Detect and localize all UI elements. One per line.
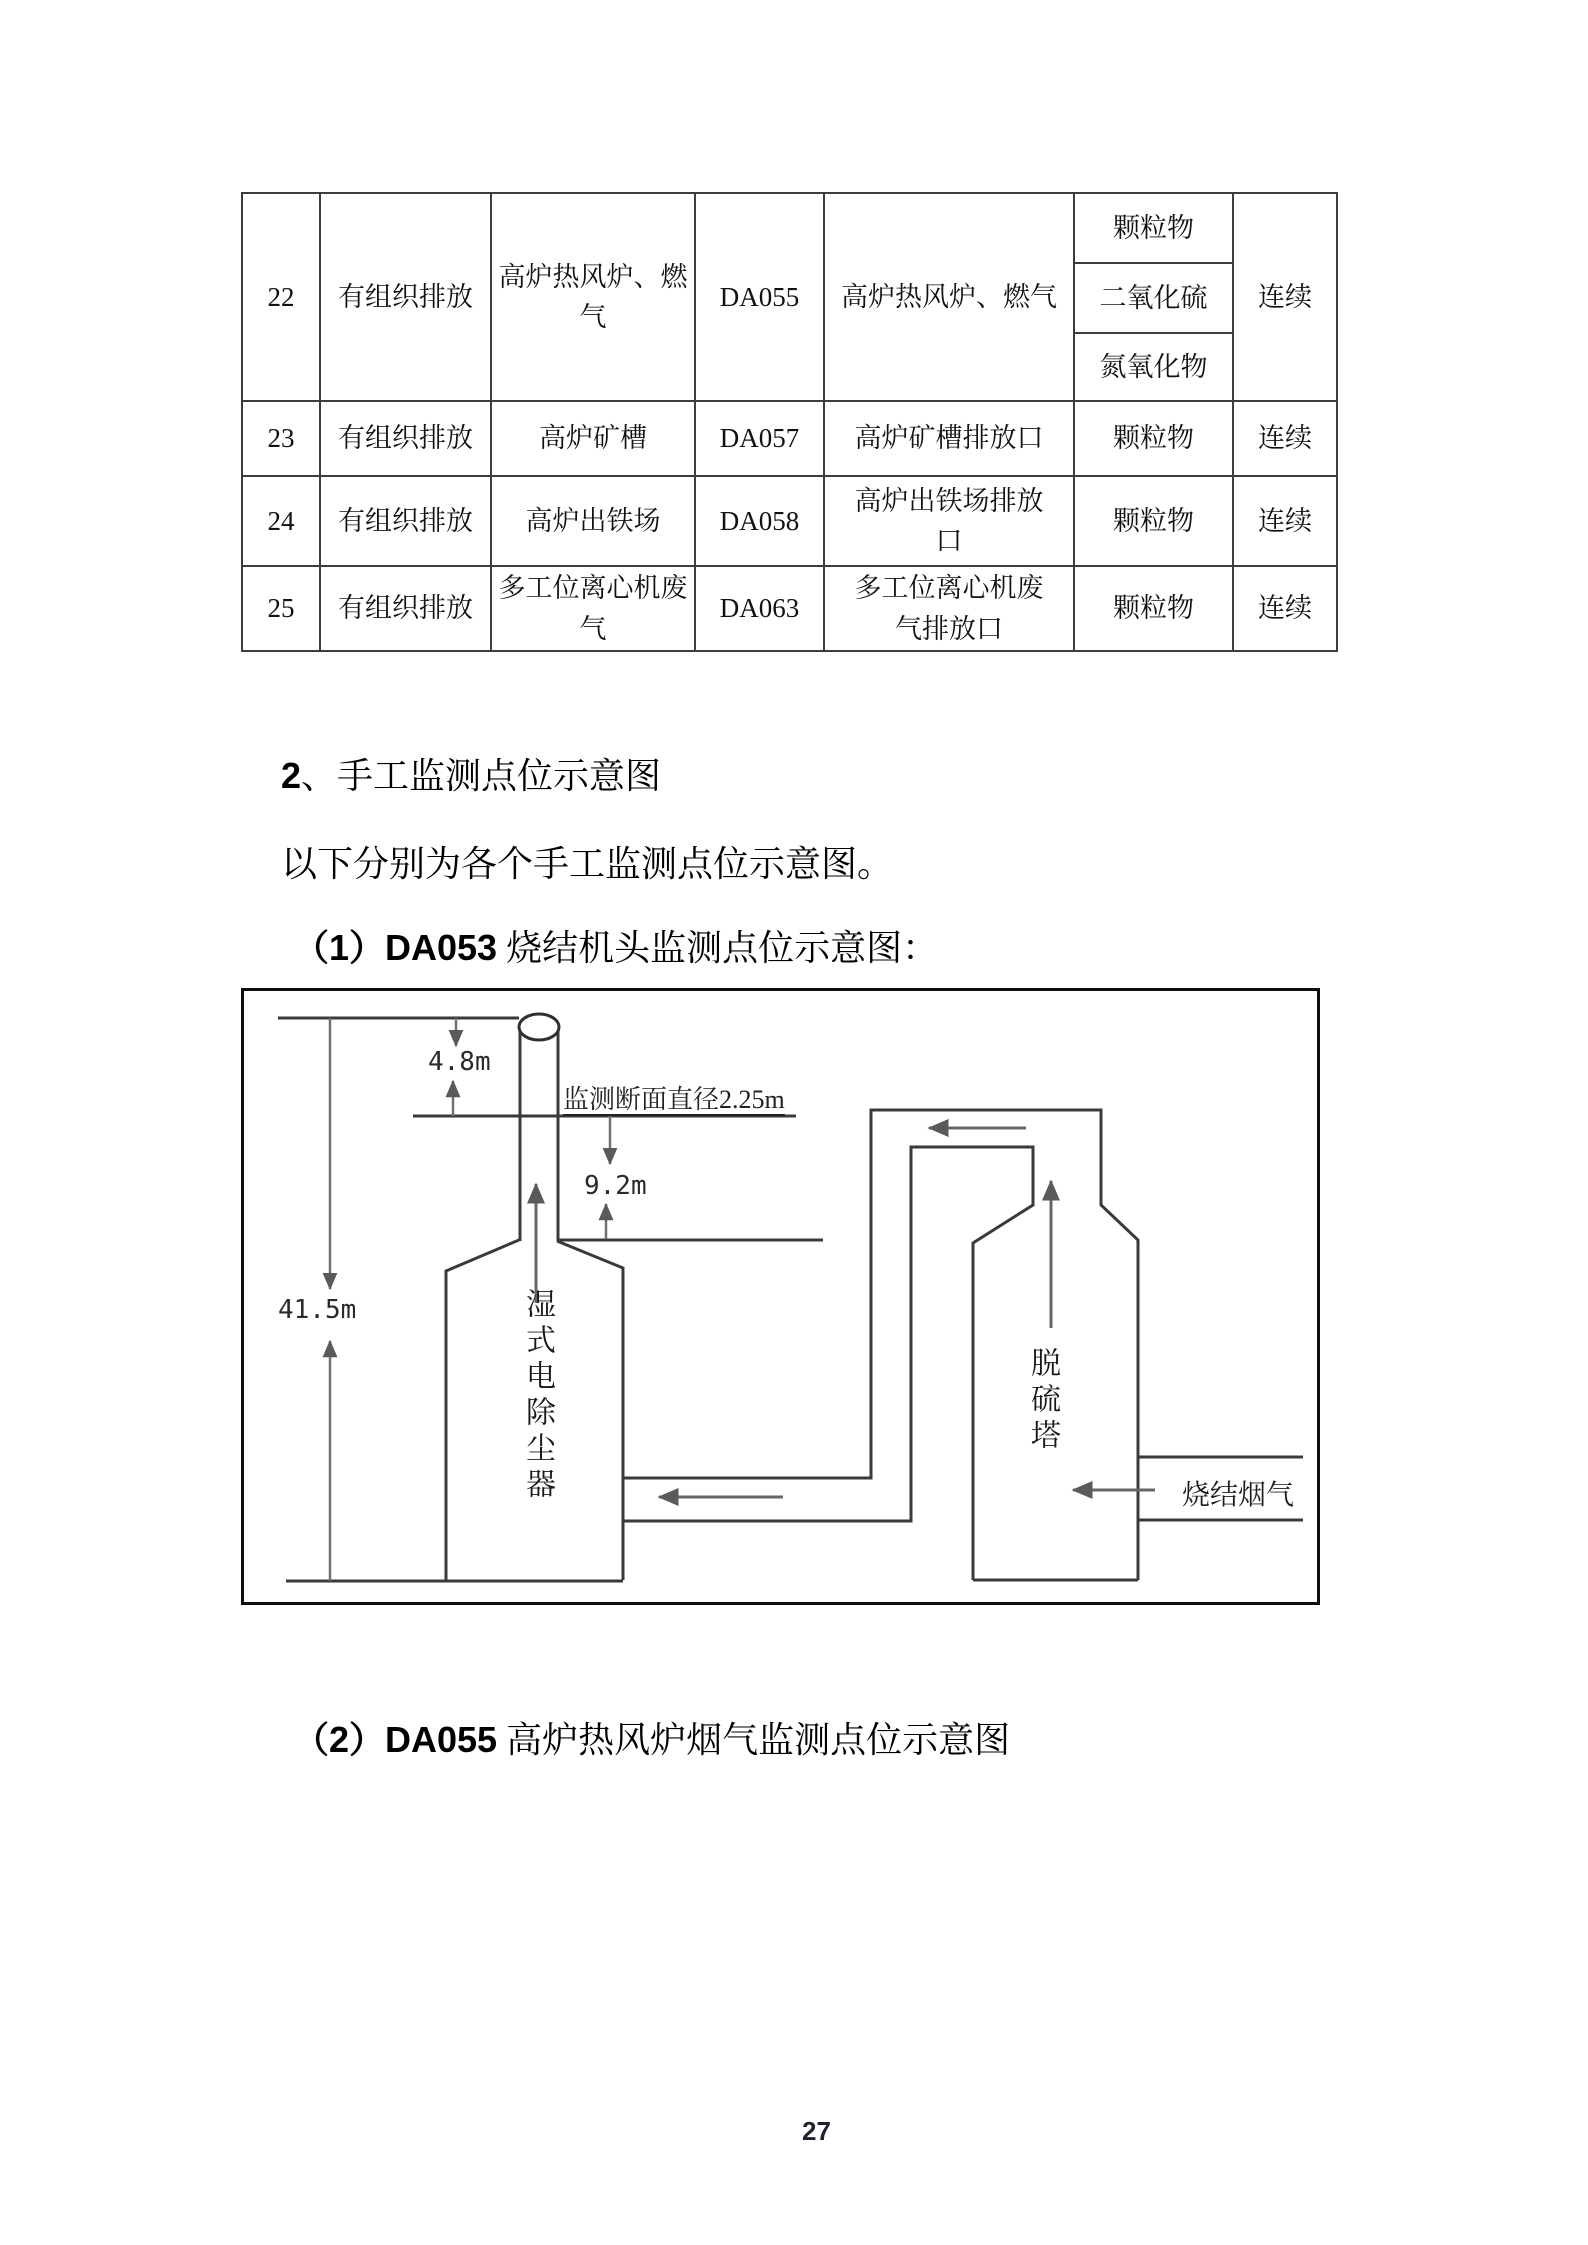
item2-number: （2）DA055 [293, 1719, 498, 1760]
cell-pollutant: 颗粒物 [1074, 476, 1233, 566]
cell-facility-text: 高炉热风炉、燃气 [498, 261, 688, 332]
dim-4-8m-label: 4.8m [428, 1047, 491, 1077]
monitoring-table [241, 192, 1338, 652]
item1-heading [293, 920, 938, 971]
cell-no: 24 [242, 476, 320, 566]
section-heading [281, 748, 661, 799]
section-heading-number: 2 [281, 755, 302, 796]
duct-inner-contour [623, 1147, 1033, 1580]
item1-number: （1）DA053 [293, 927, 498, 968]
cell-mode: 有组织排放 [320, 401, 491, 476]
cell-facility [491, 401, 695, 476]
cell-frequency: 连续 [1233, 476, 1337, 566]
cell-pollutant: 氮氧化物 [1074, 333, 1233, 401]
table-row [242, 193, 1337, 263]
cell-facility-text: 高炉出铁场 [525, 505, 661, 536]
cell-pollutant: 颗粒物 [1074, 566, 1233, 651]
cell-facility [491, 476, 695, 566]
table-row [242, 566, 1337, 651]
sinter-flue-gas-label: 烧结烟气 [1182, 1480, 1295, 1511]
cell-code: DA055 [695, 193, 824, 401]
table-row [242, 401, 1337, 476]
cell-facility-text: 高炉矿槽 [539, 423, 647, 454]
page-number: 27 [802, 2116, 831, 2146]
monitoring-section-label: 监测断面直径2.25m [563, 1085, 785, 1114]
cell-no: 25 [242, 566, 320, 651]
dim-9-2m-label: 9.2m [584, 1171, 647, 1201]
wesp-right-wall [557, 1241, 623, 1580]
cell-outlet [824, 566, 1074, 651]
cell-pollutant: 颗粒物 [1074, 193, 1233, 263]
cell-facility-text: 多工位离心机废气 [498, 573, 688, 644]
cell-code: DA058 [695, 476, 824, 566]
cell-outlet-text: 多工位离心机废气排放口 [854, 573, 1044, 644]
cell-frequency: 连续 [1233, 193, 1337, 401]
desulfurization-tower-label: 脱硫塔 [1026, 1347, 1059, 1455]
chimney-outlet-ellipse [519, 1014, 559, 1040]
cell-no: 22 [242, 193, 320, 401]
cell-frequency: 连续 [1233, 566, 1337, 651]
table-row [242, 476, 1337, 566]
cell-no: 23 [242, 401, 320, 476]
cell-pollutant: 二氧化硫 [1074, 263, 1233, 333]
cell-facility [491, 566, 695, 651]
diagram-structure [278, 1014, 1303, 1581]
item2-heading [293, 1712, 1010, 1763]
monitoring-diagram [241, 988, 1320, 1605]
section-heading-text: 、手工监测点位示意图 [301, 756, 662, 796]
cell-pollutant: 颗粒物 [1074, 401, 1233, 476]
intro-text: 以下分别为各个手工监测点位示意图。 [281, 844, 894, 884]
item2-text: 高炉热风炉烟气监测点位示意图 [497, 1720, 1011, 1760]
cell-mode: 有组织排放 [320, 476, 491, 566]
cell-mode: 有组织排放 [320, 566, 491, 651]
cell-code: DA057 [695, 401, 824, 476]
cell-code: DA063 [695, 566, 824, 651]
wesp-vessel-label: 湿式电除尘器 [521, 1288, 554, 1504]
dim-41-5m-label: 41.5m [278, 1295, 357, 1325]
cell-outlet [824, 401, 1074, 476]
wesp-left-wall [446, 1240, 519, 1580]
cell-outlet-text: 高炉矿槽排放口 [854, 423, 1044, 454]
cell-frequency: 连续 [1233, 401, 1337, 476]
monitoring-table-wrap [241, 192, 1338, 652]
cell-outlet: 高炉热风炉、燃气 [824, 193, 1074, 401]
cell-outlet-text: 高炉出铁场排放口 [854, 485, 1044, 556]
cell-facility [491, 193, 695, 401]
duct-outer-contour [623, 1110, 1138, 1580]
cell-mode: 有组织排放 [320, 193, 491, 401]
cell-outlet [824, 476, 1074, 566]
item1-text: 烧结机头监测点位示意图： [497, 928, 939, 968]
